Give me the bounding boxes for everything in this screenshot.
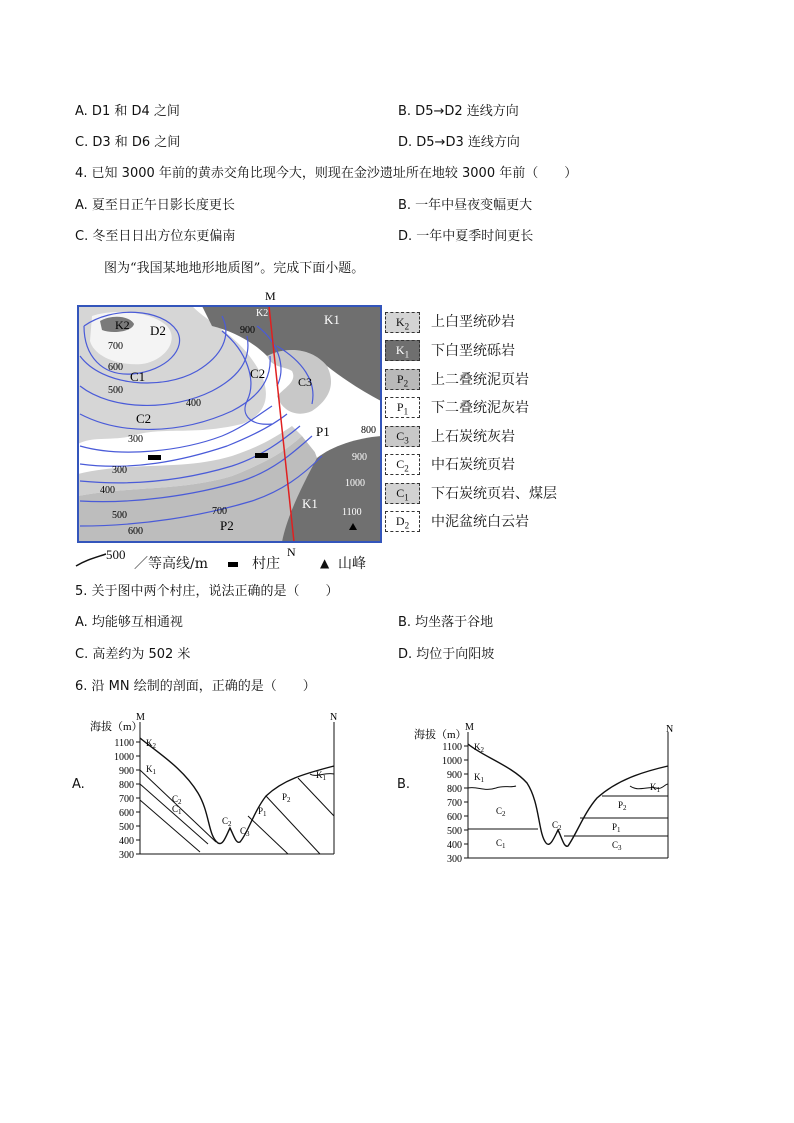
map-unit-label: K2 <box>115 318 130 332</box>
legend-swatch-k1: $K_1$ <box>385 340 420 361</box>
legend-label-d2: 中泥盆统白云岩 <box>431 514 529 530</box>
contour-label: 900 <box>352 452 367 463</box>
q4-option-a: A. 夏至日正午日影长度更长 <box>75 198 235 213</box>
svg-text:C3: $C_3$ <box>612 840 622 852</box>
profile-a <box>88 708 346 860</box>
geologic-map <box>72 286 384 556</box>
q5-option-a: A. 均能够互相通视 <box>75 615 183 630</box>
ytick: 900 <box>447 770 462 781</box>
ytick: 1100 <box>114 738 134 749</box>
q5-stem: 5. 关于图中两个村庄，说法正确的是（ ） <box>75 584 339 599</box>
contour-label: 900 <box>240 325 255 336</box>
contour-label: 400 <box>186 398 201 409</box>
svg-text:K1: $K_1$ <box>650 782 660 794</box>
svg-text:P1: $P_1$ <box>258 806 267 818</box>
svg-text:C2: $C_2$ <box>496 806 506 818</box>
map-unit-label: D2 <box>150 323 166 338</box>
q6-option-a-label: A. <box>72 777 85 792</box>
village-key-label: 村庄 <box>252 556 280 572</box>
q5-option-b: B. 均坐落于谷地 <box>398 615 494 630</box>
ytick: 300 <box>119 850 134 860</box>
contour-label: 600 <box>108 362 123 373</box>
q3-option-b: B. D5→D2 连线方向 <box>398 104 519 119</box>
profile-b <box>412 718 674 866</box>
svg-text:P2: $P_2$ <box>282 792 291 804</box>
map-m-label: M <box>265 289 276 303</box>
contour-label: 1000 <box>345 478 365 489</box>
contour-label: 500 <box>108 385 123 396</box>
contour-label: 600 <box>128 526 143 537</box>
contour-label: 300 <box>128 434 143 445</box>
contour-label: 800 <box>361 425 376 436</box>
map-unit-label: K2 <box>256 308 269 319</box>
legend-swatch-c2: $C_2$ <box>385 454 420 475</box>
ytick: 400 <box>447 840 462 851</box>
village-marker <box>255 453 268 458</box>
legend-swatch-c1: $C_1$ <box>385 483 420 504</box>
ytick: 1100 <box>442 742 462 753</box>
q4-option-d: D. 一年中夏季时间更长 <box>398 229 534 244</box>
contour-label: 700 <box>108 341 123 352</box>
profile-ylabel: 海拔（m） <box>90 721 143 733</box>
svg-text:C1: $C_1$ <box>172 804 182 816</box>
legend-swatch-k2: $K_2$ <box>385 312 420 333</box>
q4-option-b: B. 一年中昼夜变幅更大 <box>398 198 533 213</box>
svg-text:C1: $C_1$ <box>496 838 506 850</box>
map-unit-label: K1 <box>324 312 340 327</box>
legend-label-k1: 下白垩统砾岩 <box>431 343 515 359</box>
profile-n-label: N <box>330 712 338 723</box>
contour-label: 1100 <box>342 507 362 518</box>
svg-text:P1: $P_1$ <box>612 822 621 834</box>
village-marker <box>148 455 161 460</box>
intro-text: 图为“我国某地地形地质图”。完成下面小题。 <box>104 261 365 276</box>
ytick: 800 <box>447 784 462 795</box>
ytick: 600 <box>447 812 462 823</box>
contour-label: 300 <box>112 465 127 476</box>
ytick: 400 <box>119 836 134 847</box>
q3-option-d: D. D5→D3 连线方向 <box>398 135 520 150</box>
contour-label: 500 <box>112 510 127 521</box>
map-n-label: N <box>287 545 296 556</box>
ytick: 600 <box>119 808 134 819</box>
contour-label: 400 <box>100 485 115 496</box>
map-unit-label: C2 <box>136 411 152 426</box>
legend-swatch-p1: $P_1$ <box>385 397 420 418</box>
svg-text:C3: $C_3$ <box>240 826 250 838</box>
ytick: 900 <box>119 766 134 777</box>
contour-key-label: ／等高线/m <box>134 556 208 572</box>
svg-text:C2: $C_2$ <box>222 816 232 828</box>
profile-m-label: M <box>136 712 145 723</box>
ytick: 1000 <box>114 752 134 763</box>
legend-label-k2: 上白垩统砂岩 <box>431 314 515 330</box>
contour-key-value: 500 <box>106 547 126 562</box>
svg-text:K1: $K_1$ <box>316 770 326 782</box>
svg-text:P2: $P_2$ <box>618 800 627 812</box>
village-key-icon <box>228 562 238 567</box>
ytick: 1000 <box>442 756 462 767</box>
map-unit-label: P1 <box>316 424 330 439</box>
q3-option-a: A. D1 和 D4 之间 <box>75 104 180 119</box>
legend-label-p2: 上二叠统泥页岩 <box>431 372 529 388</box>
ytick: 800 <box>119 780 134 791</box>
q6-stem: 6. 沿 MN 绘制的剖面，正确的是（ ） <box>75 679 316 694</box>
map-unit-label: C3 <box>298 375 313 389</box>
q3-option-c: C. D3 和 D6 之间 <box>75 135 181 150</box>
q4-stem: 4. 已知 3000 年前的黄赤交角比现今大，则现在金沙遗址所在地较 3000 年前（ ） <box>75 166 578 181</box>
ytick: 500 <box>447 826 462 837</box>
profile-m-label: M <box>465 722 474 733</box>
legend-label-c1: 下石炭统页岩、煤层 <box>431 486 557 502</box>
ytick: 700 <box>447 798 462 809</box>
map-unit-label: C1 <box>130 369 146 384</box>
q4-option-c: C. 冬至日日出方位东更偏南 <box>75 229 236 244</box>
svg-text:K2: $K_2$ <box>146 738 156 750</box>
contour-label: 700 <box>212 506 227 517</box>
q5-option-d: D. 均位于向阳坡 <box>398 647 495 662</box>
svg-text:C2: $C_2$ <box>172 794 182 806</box>
profile-n-label: N <box>666 724 674 735</box>
svg-text:K2: $K_2$ <box>474 742 484 754</box>
svg-text:C2: $C_2$ <box>552 820 562 832</box>
map-unit-label: K1 <box>302 496 318 511</box>
legend-swatch-p2: $P_2$ <box>385 369 420 390</box>
peak-key-icon: ▲ <box>320 556 330 570</box>
legend-swatch-d2: $D_2$ <box>385 511 420 532</box>
ytick: 700 <box>119 794 134 805</box>
legend-label-c2: 中石炭统页岩 <box>431 457 515 473</box>
peak-key-label: 山峰 <box>338 556 366 572</box>
contour-key-icon <box>74 550 108 570</box>
svg-text:K1: $K_1$ <box>146 764 156 776</box>
map-unit-label: P2 <box>220 518 234 533</box>
ytick: 300 <box>447 854 462 865</box>
q5-option-c: C. 高差约为 502 米 <box>75 647 191 662</box>
legend-swatch-c3: $C_3$ <box>385 426 420 447</box>
ytick: 500 <box>119 822 134 833</box>
legend-label-p1: 下二叠统泥灰岩 <box>431 400 529 416</box>
q6-option-b-label: B. <box>397 777 411 792</box>
legend-label-c3: 上石炭统灰岩 <box>431 429 515 445</box>
svg-text:K1: $K_1$ <box>474 772 484 784</box>
map-unit-label: C2 <box>250 366 266 381</box>
profile-ylabel: 海拔（m） <box>414 729 467 741</box>
